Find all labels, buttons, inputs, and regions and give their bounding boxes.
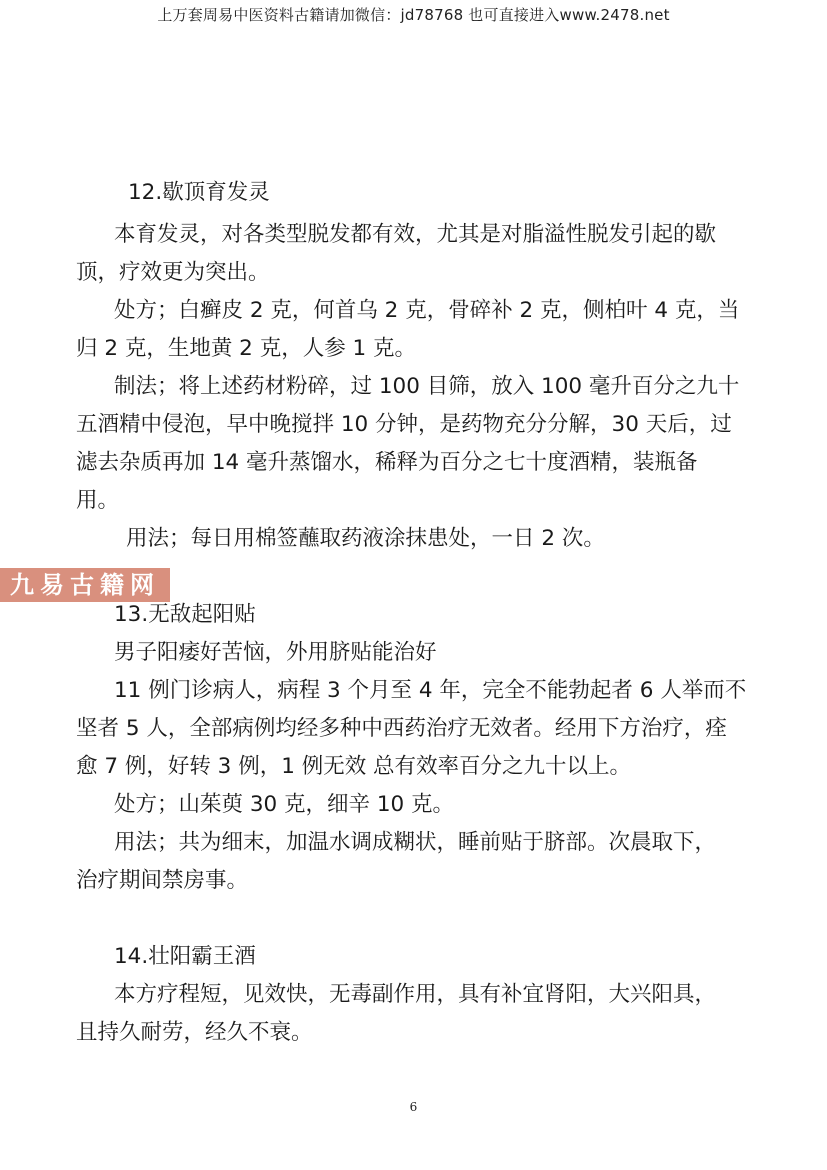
paragraph-line: 处方；白癣皮 2 克，何首乌 2 克，骨碎补 2 克，侧柏叶 4 克，当 — [114, 298, 740, 323]
paragraph-line: 且持久耐劳，经久不衰。 — [76, 1020, 313, 1045]
section-13-title: 13.无敌起阳贴 — [114, 602, 256, 627]
paragraph-line: 滤去杂质再加 14 毫升蒸馏水，稀释为百分之七十度酒精，装瓶备 — [76, 450, 698, 475]
paragraph-line: 男子阳痿好苦恼，外用脐贴能治好 — [114, 640, 437, 665]
paragraph-line: 归 2 克，生地黄 2 克，人参 1 克。 — [76, 336, 417, 361]
watermark-logo: 九易古籍网 — [0, 568, 170, 602]
paragraph-line: 五酒精中侵泡，早中晚搅拌 10 分钟，是药物充分分解，30 天后，过 — [76, 412, 732, 437]
paragraph-line: 本育发灵，对各类型脱发都有效，尤其是对脂溢性脱发引起的歇 — [114, 222, 717, 247]
paragraph-line: 用法；每日用棉签蘸取药液涂抹患处，一日 2 次。 — [126, 526, 605, 551]
section-14-title: 14.壮阳霸王酒 — [114, 944, 256, 969]
paragraph-line: 本方疗程短，见效快，无毒副作用，具有补宜肾阳，大兴阳具， — [114, 982, 717, 1007]
paragraph-line: 顶，疗效更为突出。 — [76, 260, 270, 285]
page-number: 6 — [409, 1100, 418, 1114]
paragraph-line: 制法；将上述药材粉碎，过 100 目筛，放入 100 毫升百分之九十 — [114, 374, 740, 399]
paragraph-line: 用。 — [76, 488, 120, 513]
page-header: 上万套周易中医资料古籍请加微信：jd78768 也可直接进入www.2478.net — [157, 6, 670, 24]
section-12-title: 12.歇顶育发灵 — [128, 180, 270, 205]
paragraph-line: 用法；共为细末，加温水调成糊状，睡前贴于脐部。次晨取下， — [114, 830, 717, 855]
paragraph-line: 坚者 5 人，全部病例均经多种中西药治疗无效者。经用下方治疗，痊 — [76, 716, 727, 741]
paragraph-line: 治疗期间禁房事。 — [76, 868, 249, 893]
paragraph-line: 11 例门诊病人，病程 3 个月至 4 年，完全不能勃起者 6 人举而不 — [114, 678, 747, 703]
paragraph-line: 处方；山茱萸 30 克，细辛 10 克。 — [114, 792, 455, 817]
paragraph-line: 愈 7 例，好转 3 例，1 例无效 总有效率百分之九十以上。 — [76, 754, 632, 779]
